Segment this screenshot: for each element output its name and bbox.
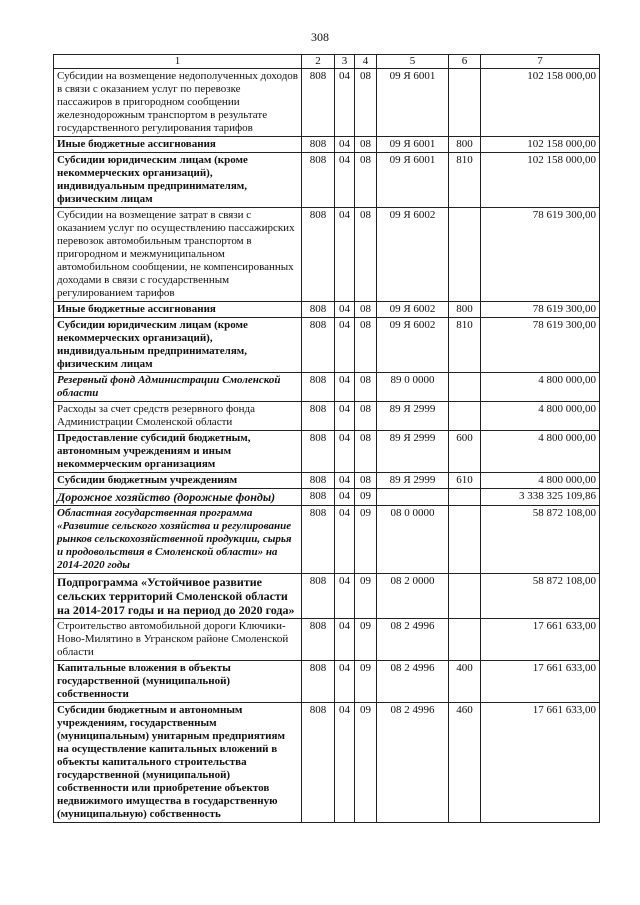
target-article-code: 89 0 0000 <box>377 373 449 402</box>
section-code: 04 <box>335 431 355 473</box>
table-row <box>54 473 600 489</box>
ministry-code: 808 <box>302 373 335 402</box>
expense-type-code <box>449 69 481 137</box>
column-header-5: 5 <box>377 55 449 69</box>
amount: 17 661 633,00 <box>481 661 600 703</box>
table-row <box>54 153 600 208</box>
amount: 17 661 633,00 <box>481 619 600 661</box>
ministry-code: 808 <box>302 703 335 823</box>
ministry-code: 808 <box>302 137 335 153</box>
section-code: 04 <box>335 402 355 431</box>
table-row <box>54 506 600 574</box>
subsection-code: 08 <box>355 373 377 402</box>
target-article-code: 89 Я 2999 <box>377 431 449 473</box>
target-article-code: 09 Я 6002 <box>377 302 449 318</box>
section-code: 04 <box>335 574 355 619</box>
ministry-code: 808 <box>302 661 335 703</box>
column-header-1: 1 <box>54 55 302 69</box>
subsection-code: 08 <box>355 137 377 153</box>
expense-type-code: 800 <box>449 137 481 153</box>
subsection-code: 08 <box>355 402 377 431</box>
section-code: 04 <box>335 506 355 574</box>
target-article-code: 09 Я 6002 <box>377 208 449 302</box>
table-row <box>54 402 600 431</box>
row-name: Субсидии бюджетным и автономным учреждениям, государственным (муниципальным) унитарным предприятиям на осуществление капитальных вложений в объекты капитального строительства государственной (муниципальной) собственности или приобретение объектов недвижимого имущества в государственную (муниципальную) собственность <box>54 703 302 823</box>
section-code: 04 <box>335 69 355 137</box>
table-row <box>54 69 600 137</box>
ministry-code: 808 <box>302 431 335 473</box>
row-name: Иные бюджетные ассигнования <box>54 302 302 318</box>
target-article-code: 08 2 4996 <box>377 703 449 823</box>
section-code: 04 <box>335 473 355 489</box>
column-header-7: 7 <box>481 55 600 69</box>
ministry-code: 808 <box>302 574 335 619</box>
table-row <box>54 208 600 302</box>
amount: 78 619 300,00 <box>481 302 600 318</box>
table-header-row <box>54 55 600 69</box>
subsection-code: 08 <box>355 302 377 318</box>
row-name: Капитальные вложения в объекты государственной (муниципальной) собственности <box>54 661 302 703</box>
expense-type-code <box>449 208 481 302</box>
page-number: 308 <box>311 30 329 44</box>
row-name: Расходы за счет средств резервного фонда Администрации Смоленской области <box>54 402 302 431</box>
ministry-code: 808 <box>302 153 335 208</box>
table-body <box>54 69 600 823</box>
expense-type-code <box>449 373 481 402</box>
amount: 78 619 300,00 <box>481 208 600 302</box>
table-row <box>54 431 600 473</box>
section-code: 04 <box>335 137 355 153</box>
subsection-code: 09 <box>355 703 377 823</box>
subsection-code: 08 <box>355 69 377 137</box>
table-row <box>54 489 600 506</box>
section-code: 04 <box>335 373 355 402</box>
section-code: 04 <box>335 318 355 373</box>
table-row <box>54 318 600 373</box>
target-article-code: 08 2 4996 <box>377 661 449 703</box>
row-name: Субсидии юридическим лицам (кроме некоммерческих организаций), индивидуальным предпринимателям, физическим лицам <box>54 318 302 373</box>
ministry-code: 808 <box>302 402 335 431</box>
amount: 102 158 000,00 <box>481 137 600 153</box>
section-code: 04 <box>335 208 355 302</box>
amount: 4 800 000,00 <box>481 402 600 431</box>
column-header-3: 3 <box>335 55 355 69</box>
section-code: 04 <box>335 489 355 506</box>
subsection-code: 09 <box>355 489 377 506</box>
subsection-code: 08 <box>355 208 377 302</box>
target-article-code: 08 2 4996 <box>377 619 449 661</box>
row-name: Субсидии на возмещение затрат в связи с оказанием услуг по осуществлению пассажирских перевозок автомобильным транспортом в пригородном и межмуниципальном автомобильном сообщении, не компенсированных доходами в связи с государственным регулированием тарифов <box>54 208 302 302</box>
table-row <box>54 137 600 153</box>
row-name: Подпрограмма «Устойчивое развитие сельских территорий Смоленской области на 2014-2017 годы и на период до 2020 года» <box>54 574 302 619</box>
expense-type-code: 800 <box>449 302 481 318</box>
table-row <box>54 619 600 661</box>
ministry-code: 808 <box>302 318 335 373</box>
ministry-code: 808 <box>302 506 335 574</box>
amount: 4 800 000,00 <box>481 473 600 489</box>
subsection-code: 09 <box>355 506 377 574</box>
expense-type-code: 810 <box>449 318 481 373</box>
section-code: 04 <box>335 703 355 823</box>
subsection-code: 08 <box>355 431 377 473</box>
column-header-6: 6 <box>449 55 481 69</box>
row-name: Строительство автомобильной дороги Ключики-Ново-Милятино в Угранском районе Смоленской области <box>54 619 302 661</box>
expense-type-code: 400 <box>449 661 481 703</box>
subsection-code: 09 <box>355 619 377 661</box>
row-name: Резервный фонд Администрации Смоленской области <box>54 373 302 402</box>
amount: 3 338 325 109,86 <box>481 489 600 506</box>
table-row <box>54 703 600 823</box>
target-article-code: 08 0 0000 <box>377 506 449 574</box>
ministry-code: 808 <box>302 619 335 661</box>
subsection-code: 09 <box>355 661 377 703</box>
column-header-4: 4 <box>355 55 377 69</box>
section-code: 04 <box>335 302 355 318</box>
section-code: 04 <box>335 661 355 703</box>
table-row <box>54 373 600 402</box>
expense-type-code: 610 <box>449 473 481 489</box>
target-article-code: 09 Я 6001 <box>377 137 449 153</box>
amount: 17 661 633,00 <box>481 703 600 823</box>
budget-table <box>53 54 600 823</box>
ministry-code: 808 <box>302 208 335 302</box>
ministry-code: 808 <box>302 69 335 137</box>
table-row <box>54 574 600 619</box>
row-name: Субсидии юридическим лицам (кроме некоммерческих организаций), индивидуальным предпринимателям, физическим лицам <box>54 153 302 208</box>
expense-type-code <box>449 506 481 574</box>
ministry-code: 808 <box>302 489 335 506</box>
expense-type-code <box>449 619 481 661</box>
row-name: Субсидии на возмещение недополученных доходов в связи с оказанием услуг по перевозке пассажиров в пригородном сообщении железнодорожным транспортом в результате государственного регулирования тарифов <box>54 69 302 137</box>
expense-type-code: 810 <box>449 153 481 208</box>
amount: 78 619 300,00 <box>481 318 600 373</box>
target-article-code: 09 Я 6001 <box>377 153 449 208</box>
expense-type-code: 460 <box>449 703 481 823</box>
subsection-code: 08 <box>355 153 377 208</box>
section-code: 04 <box>335 153 355 208</box>
section-code: 04 <box>335 619 355 661</box>
expense-type-code <box>449 402 481 431</box>
table-row <box>54 661 600 703</box>
table-row <box>54 302 600 318</box>
target-article-code: 89 Я 2999 <box>377 402 449 431</box>
subsection-code: 08 <box>355 473 377 489</box>
amount: 58 872 108,00 <box>481 506 600 574</box>
amount: 4 800 000,00 <box>481 431 600 473</box>
row-name: Областная государственная программа «Развитие сельского хозяйства и регулирование рынков сельскохозяйственной продукции, сырья и продовольствия в Смоленской области» на 2014-2020 годы <box>54 506 302 574</box>
row-name: Предоставление субсидий бюджетным, автономным учреждениям и иным некоммерческим организациям <box>54 431 302 473</box>
target-article-code <box>377 489 449 506</box>
row-name: Иные бюджетные ассигнования <box>54 137 302 153</box>
target-article-code: 09 Я 6002 <box>377 318 449 373</box>
ministry-code: 808 <box>302 473 335 489</box>
row-name: Дорожное хозяйство (дорожные фонды) <box>54 489 302 506</box>
row-name: Субсидии бюджетным учреждениям <box>54 473 302 489</box>
amount: 102 158 000,00 <box>481 69 600 137</box>
expense-type-code: 600 <box>449 431 481 473</box>
expense-type-code <box>449 489 481 506</box>
subsection-code: 08 <box>355 318 377 373</box>
amount: 102 158 000,00 <box>481 153 600 208</box>
target-article-code: 08 2 0000 <box>377 574 449 619</box>
ministry-code: 808 <box>302 302 335 318</box>
subsection-code: 09 <box>355 574 377 619</box>
expense-type-code <box>449 574 481 619</box>
column-header-2: 2 <box>302 55 335 69</box>
target-article-code: 89 Я 2999 <box>377 473 449 489</box>
amount: 4 800 000,00 <box>481 373 600 402</box>
target-article-code: 09 Я 6001 <box>377 69 449 137</box>
amount: 58 872 108,00 <box>481 574 600 619</box>
